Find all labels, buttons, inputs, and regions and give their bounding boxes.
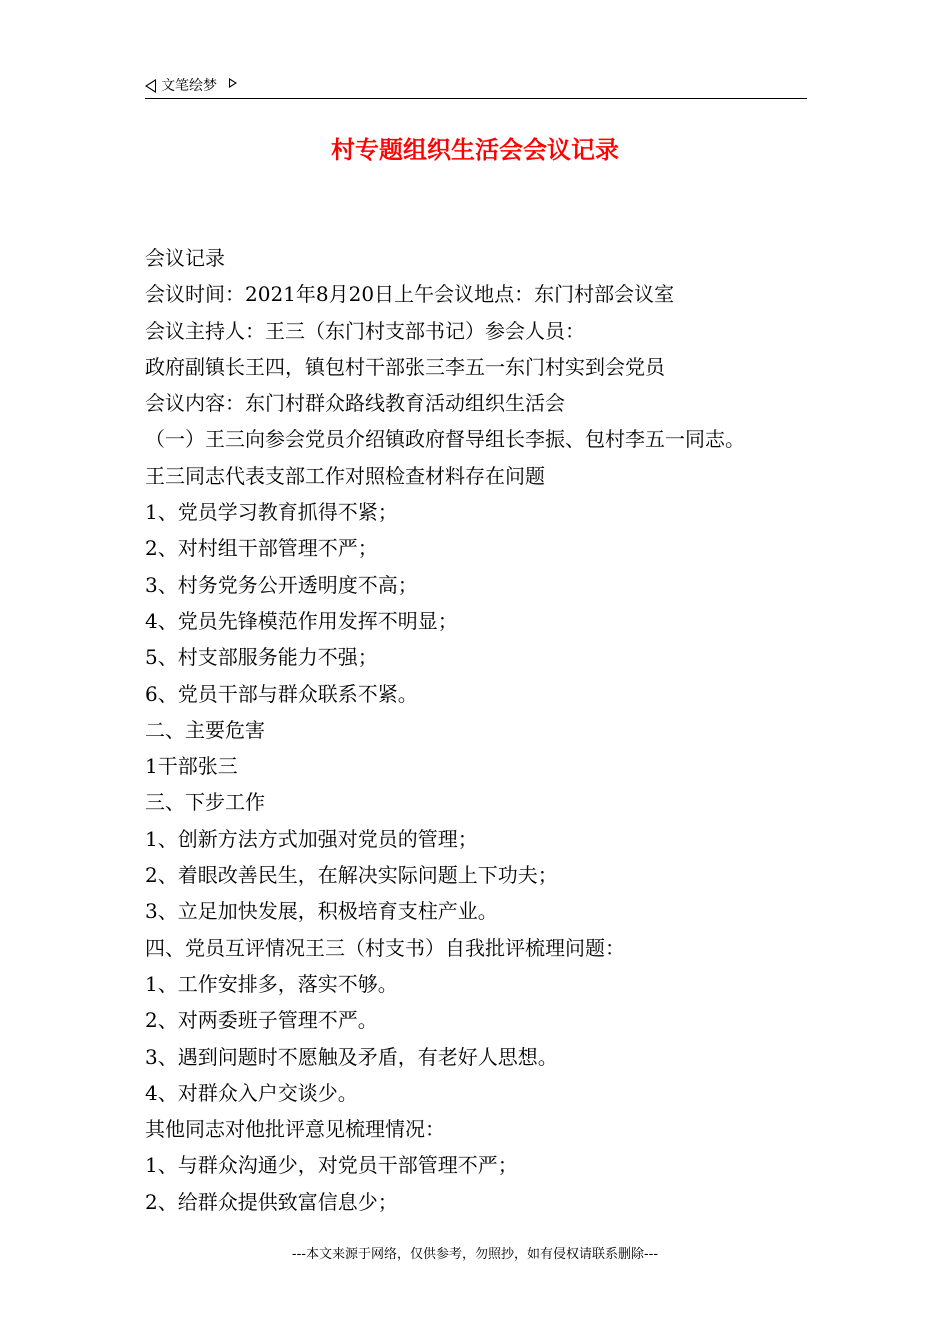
body-line: 三、下步工作 [145, 790, 265, 815]
body-line: 4、党员先锋模范作用发挥不明显； [145, 608, 458, 633]
body-line: 二、主要危害 [145, 717, 265, 742]
source-disclaimer: ---本文来源于网络，仅供参考，勿照抄，如有侵权请联系删除--- [291, 1247, 659, 1262]
body-line: 2、着眼改善民生，在解决实际问题上下功夫； [145, 863, 558, 888]
body-line: 1、党员学习教育抓得不紧； [145, 500, 398, 525]
body-line: （一）王三向参会党员介绍镇政府督导组长李振、包村李五一同志。 [145, 427, 745, 452]
document-body [145, 240, 825, 1220]
body-line: 2、对村组干部管理不严； [145, 536, 378, 561]
body-line: 2、给群众提供致富信息少； [145, 1189, 398, 1214]
body-line: 5、村支部服务能力不强； [145, 645, 378, 670]
body-line: 1、创新方法方式加强对党员的管理； [145, 826, 478, 851]
body-line: 王三同志代表支部工作对照检查材料存在问题 [145, 463, 545, 488]
triangle-right-icon [229, 78, 237, 88]
body-line: 3、遇到问题时不愿触及矛盾，有老好人思想。 [145, 1044, 558, 1069]
body-line: 四、党员互评情况王三（村支书）自我批评梳理问题： [145, 935, 625, 960]
header-brand: 文笔绘梦 [161, 78, 217, 94]
body-line: 会议主持人：王三（东门村支部书记）参会人员： [145, 318, 585, 343]
body-line: 1、工作安排多，落实不够。 [145, 971, 398, 996]
triangle-left-icon [145, 79, 156, 93]
page-header [145, 74, 807, 99]
body-line: 会议记录 [145, 246, 225, 270]
body-line: 3、村务党务公开透明度不高； [145, 572, 418, 597]
body-line: 其他同志对他批评意见梳理情况： [145, 1117, 445, 1142]
body-line: 6、党员干部与群众联系不紧。 [145, 681, 418, 706]
body-line: 会议时间：2021年8月20日上午会议地点：东门村部会议室 [145, 282, 675, 307]
document-title: 村专题组织生活会会议记录 [331, 136, 619, 164]
body-line: 会议内容：东门村群众路线教育活动组织生活会 [145, 391, 565, 416]
body-line: 3、立足加快发展，积极培育支柱产业。 [145, 899, 498, 924]
body-line: 2、对两委班子管理不严。 [145, 1008, 378, 1033]
body-line: 4、对群众入户交谈少。 [145, 1080, 358, 1105]
body-line: 1干部张三 [145, 754, 238, 779]
body-line: 政府副镇长王四，镇包村干部张三李五一东门村实到会党员 [145, 354, 665, 379]
body-line: 1、与群众沟通少，对党员干部管理不严； [145, 1153, 518, 1178]
